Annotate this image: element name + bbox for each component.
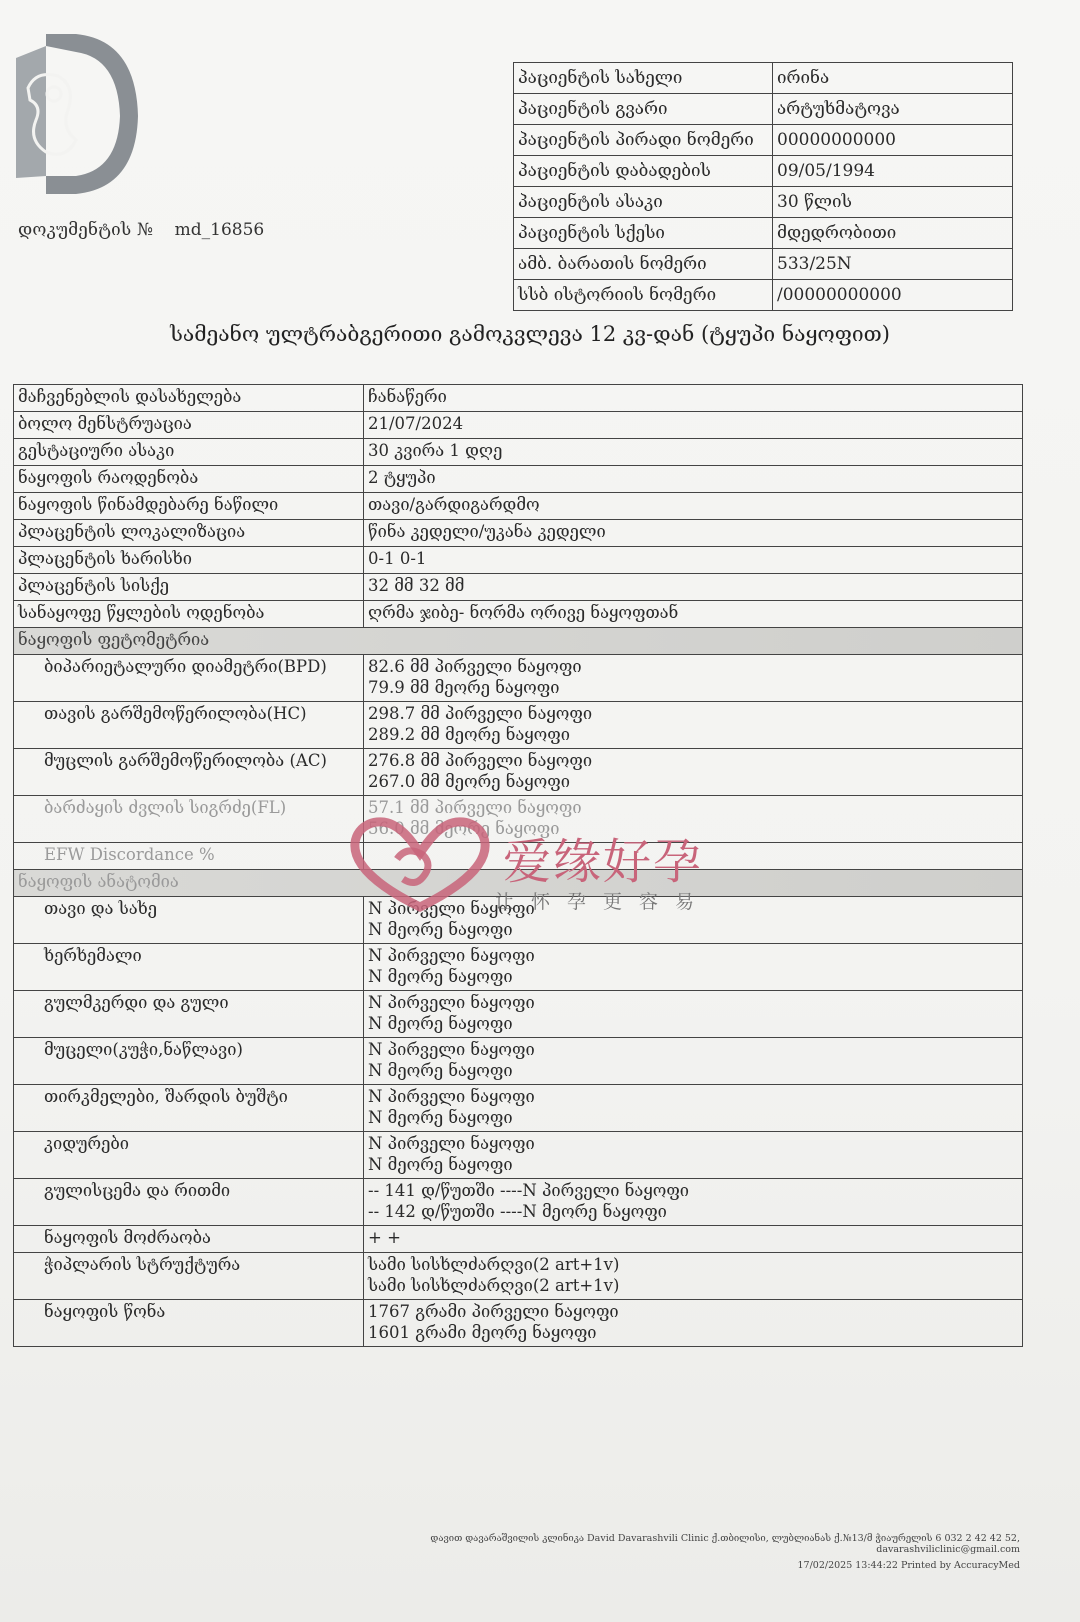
row-value — [364, 991, 1023, 1038]
table-row — [14, 574, 1023, 601]
patient-info-table — [513, 62, 1013, 311]
row-value-line-1: 298.7 მმ პირველი ნაყოფი — [368, 704, 593, 723]
row-value-line-1: N პირველი ნაყოფი — [368, 946, 535, 965]
row-value — [364, 601, 1023, 628]
row-value-line-2: 267.0 მმ მეორე ნაყოფი — [368, 772, 570, 791]
row-label: ნაყოფის მოძრაობა — [14, 1226, 364, 1253]
row-label: თავი და სახე — [14, 897, 364, 944]
row-value-line-1: N პირველი ნაყოფი — [368, 993, 535, 1012]
row-value-line-2: N მეორე ნაყოფი — [368, 920, 513, 939]
row-value-line-1: N პირველი ნაყოფი — [368, 899, 535, 918]
table-row — [14, 1253, 1023, 1300]
row-value — [364, 944, 1023, 991]
patient-info-label: პაციენტის სახელი — [514, 63, 773, 94]
row-value-line-1: 82.6 მმ პირველი ნაყოფი — [368, 657, 582, 676]
patient-info-row — [514, 125, 1013, 156]
patient-info-label: ამბ. ბარათის ნომერი — [514, 249, 773, 280]
patient-info-row — [514, 94, 1013, 125]
row-value-line-1: -- 141 დ/წუთში ----N პირველი ნაყოფი — [368, 1181, 690, 1200]
table-row — [14, 991, 1023, 1038]
patient-info-row — [514, 218, 1013, 249]
row-value-line-2: -- 142 დ/წუთში ----N მეორე ნაყოფი — [368, 1202, 667, 1221]
row-value — [364, 520, 1023, 547]
patient-info-value: ირინა — [773, 63, 1013, 94]
row-value — [364, 1226, 1023, 1253]
row-value-line-1: თავი/გარდიგარდმო — [368, 495, 540, 514]
row-value — [364, 1132, 1023, 1179]
row-value — [364, 1253, 1023, 1300]
row-value — [364, 749, 1023, 796]
watermark-text: 爱缘好孕 — [503, 834, 704, 890]
patient-info-row — [514, 156, 1013, 187]
table-row — [14, 547, 1023, 574]
row-value — [364, 655, 1023, 702]
row-value — [364, 1038, 1023, 1085]
section-title: ნაყოფის ფეტომეტრია — [14, 628, 1023, 655]
table-row — [14, 655, 1023, 702]
patient-info-label: პაციენტის დაბადების — [514, 156, 773, 187]
patient-info-label: პაციენტის გვარი — [514, 94, 773, 125]
row-label: პლაცენტის ლოკალიზაცია — [14, 520, 364, 547]
row-label: თირკმელები, შარდის ბუშტი — [14, 1085, 364, 1132]
row-value-line-1: სამი სისხლძარღვი(2 art+1v) — [368, 1255, 620, 1274]
table-row — [14, 1226, 1023, 1253]
row-value-line-1: 21/07/2024 — [368, 414, 464, 433]
table-row — [14, 466, 1023, 493]
page-title: სამეანო ულტრაბგერითი გამოკვლევა 12 კვ-დან (ტყუპი ნაყოფით) — [170, 322, 890, 346]
row-label: მაჩვენებლის დასახელება — [14, 385, 364, 412]
row-value — [364, 1300, 1023, 1347]
row-value-line-2: 79.9 მმ მეორე ნაყოფი — [368, 678, 560, 697]
table-row — [14, 1085, 1023, 1132]
row-value-line-1: 0-1 0-1 — [368, 549, 427, 568]
row-value-line-1: ჩანაწერი — [368, 387, 447, 406]
row-value — [364, 1085, 1023, 1132]
row-value — [364, 493, 1023, 520]
row-value-line-2: N მეორე ნაყოფი — [368, 1061, 513, 1080]
patient-info-value: 30 წლის — [773, 187, 1013, 218]
patient-info-value: 533/25N — [773, 249, 1013, 280]
footer-address: დავით დავარაშვილის კლინიკა David Davarashvili Clinic ქ.თბილისი, ლუბლიანას ქ.№13/მ ჭიაურელის 6 032 2 42 42 52, davarashviliclinic@gmail.com — [430, 1533, 1020, 1555]
table-row — [14, 1038, 1023, 1085]
row-value-line-1: N პირველი ნაყოფი — [368, 1087, 535, 1106]
patient-info-label: პაციენტის ასაკი — [514, 187, 773, 218]
row-value-line-2: 289.2 მმ მეორე ნაყოფი — [368, 725, 570, 744]
row-value-line-1: N პირველი ნაყოფი — [368, 1134, 535, 1153]
row-label: მუცლის გარშემოწერილობა (AC) — [14, 749, 364, 796]
patient-info-label: პაციენტის პირადი ნომერი — [514, 125, 773, 156]
row-label: სანაყოფე წყლების ოდენობა — [14, 601, 364, 628]
table-row — [14, 412, 1023, 439]
row-value-line-1: N პირველი ნაყოფი — [368, 1040, 535, 1059]
row-value-line-1: 1767 გრამი პირველი ნაყოფი — [368, 1302, 619, 1321]
section-header-row — [14, 628, 1023, 655]
row-label: ნაყოფის წინამდებარე ნაწილი — [14, 493, 364, 520]
patient-info-value: არტუხმატოვა — [773, 94, 1013, 125]
row-label: თავის გარშემოწერილობა(HC) — [14, 702, 364, 749]
row-value-line-1: 32 მმ 32 მმ — [368, 576, 465, 595]
row-label: ჭიპლარის სტრუქტურა — [14, 1253, 364, 1300]
table-row — [14, 439, 1023, 466]
row-label: EFW Discordance % — [14, 843, 364, 870]
document-number — [18, 220, 264, 240]
table-row — [14, 493, 1023, 520]
row-value-line-1: 30 კვირა 1 დღე — [368, 441, 503, 460]
row-value — [364, 1179, 1023, 1226]
watermark — [345, 815, 765, 925]
table-row — [14, 520, 1023, 547]
row-label: მუცელი(კუჭი,ნაწლავი) — [14, 1038, 364, 1085]
table-row — [14, 1132, 1023, 1179]
row-label: ბოლო მენსტრუაცია — [14, 412, 364, 439]
patient-info-label: სსბ ისტორიის ნომერი — [514, 280, 773, 311]
row-value — [364, 702, 1023, 749]
row-value-line-2: N მეორე ნაყოფი — [368, 1014, 513, 1033]
row-value — [364, 385, 1023, 412]
row-value — [364, 466, 1023, 493]
row-label: გულმკერდი და გული — [14, 991, 364, 1038]
row-label: პლაცენტის სისქე — [14, 574, 364, 601]
row-value-line-1: ღრმა ჯიბე- ნორმა ორივე ნაყოფთან — [368, 603, 679, 622]
patient-info-value: მდედრობითი — [773, 218, 1013, 249]
row-label: ხერხემალი — [14, 944, 364, 991]
table-row — [14, 944, 1023, 991]
table-row — [14, 749, 1023, 796]
row-label: ბარძაყის ძვლის სიგრძე(FL) — [14, 796, 364, 843]
table-row — [14, 702, 1023, 749]
watermark-heart-icon — [345, 815, 495, 915]
row-label: ნაყოფის წონა — [14, 1300, 364, 1347]
row-value-line-1: + + — [368, 1228, 401, 1247]
row-label: ბიპარიეტალური დიამეტრი(BPD) — [14, 655, 364, 702]
row-value-line-2: 1601 გრამი მეორე ნაყოფი — [368, 1323, 597, 1342]
table-row — [14, 1179, 1023, 1226]
row-label: ნაყოფის რაოდენობა — [14, 466, 364, 493]
section-title: ნაყოფის ანატომია — [14, 870, 1023, 897]
document-number-label: დოკუმენტის № — [18, 220, 154, 240]
row-value-line-1: 2 ტყუპი — [368, 468, 436, 487]
table-row — [14, 385, 1023, 412]
footer-printed: 17/02/2025 13:44:22 Printed by AccuracyMed — [797, 1560, 1020, 1571]
row-value-line-2: 56.0 მმ მეორე ნაყოფი — [368, 819, 560, 838]
patient-info-row — [514, 187, 1013, 218]
row-value — [364, 439, 1023, 466]
row-label: გესტაციური ასაკი — [14, 439, 364, 466]
patient-info-row — [514, 280, 1013, 311]
row-value-line-1: 57.1 მმ პირველი ნაყოფი — [368, 798, 582, 817]
clinic-logo-icon — [6, 28, 146, 198]
patient-info-row — [514, 249, 1013, 280]
watermark-subtext: 让怀孕更容易 — [495, 891, 712, 913]
document-number-value: md_16856 — [174, 220, 265, 240]
row-value-line-2: N მეორე ნაყოფი — [368, 1155, 513, 1174]
table-row — [14, 1300, 1023, 1347]
patient-info-row — [514, 63, 1013, 94]
row-value-line-1: წინა კედელი/უკანა კედელი — [368, 522, 606, 541]
patient-info-value: 00000000000 — [773, 125, 1013, 156]
row-value — [364, 547, 1023, 574]
row-value-line-2: N მეორე ნაყოფი — [368, 967, 513, 986]
patient-info-value: 09/05/1994 — [773, 156, 1013, 187]
row-value-line-2: N მეორე ნაყოფი — [368, 1108, 513, 1127]
row-label: კიდურები — [14, 1132, 364, 1179]
table-row — [14, 601, 1023, 628]
patient-info-value: /00000000000 — [773, 280, 1013, 311]
row-label: გულისცემა და რითმი — [14, 1179, 364, 1226]
patient-info-label: პაციენტის სქესი — [514, 218, 773, 249]
row-value — [364, 574, 1023, 601]
row-value-line-2: სამი სისხლძარღვი(2 art+1v) — [368, 1276, 620, 1295]
row-value-line-1: 276.8 მმ პირველი ნაყოფი — [368, 751, 593, 770]
row-value — [364, 412, 1023, 439]
row-label: პლაცენტის ხარისხი — [14, 547, 364, 574]
